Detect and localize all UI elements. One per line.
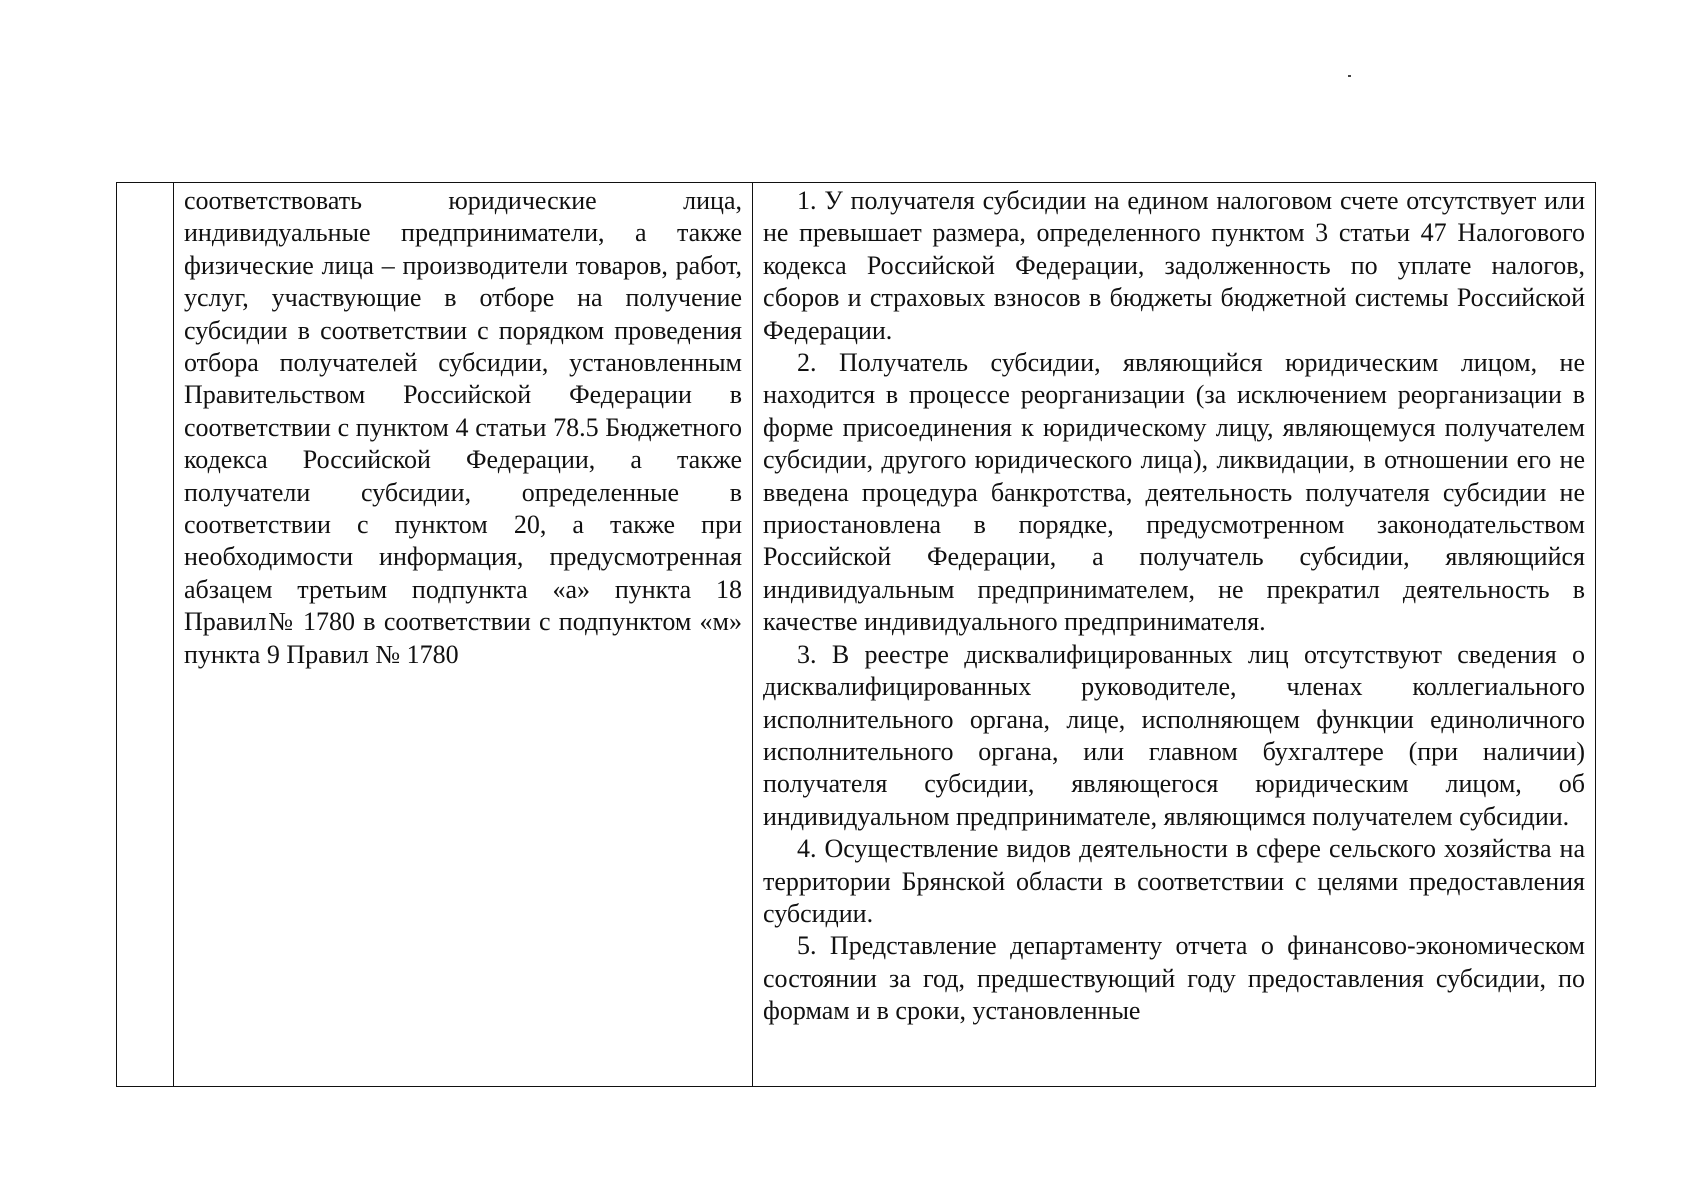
condition-2: 2. Получатель субсидии, являющийся юридическим лицом, не находится в процессе реорганизации (за исключением реорганизации в форме присоединения к юридическому лицу, являющемуся получателем субсидии, другого юридического лица), ликвидации, в отношении его не введена процедура банкротства, деятельность получателя субсидии не приостановлена в порядке, предусмотренном законодательством Российской Федерации, а получатель субсидии, являющийся индивидуальным предпринимателем, не прекратил деятельность в качестве индивидуального предпринимателя. (763, 348, 1585, 637)
condition-3: 3. В реестре дисквалифицированных лиц отсутствуют сведения о дисквалифицированных руководителе, членах коллегиального исполнительного органа, лице, исполняющем функции единоличного исполнительного органа, или главном бухгалтере (при наличии) получателя субсидии, являющегося юридическим лицом, об индивидуальном предпринимателе, являющимся получателем субсидии. (763, 639, 1585, 831)
requirement-conditions-cell (753, 183, 1595, 1086)
scan-speck (1348, 75, 1351, 77)
requirement-description-cell (174, 183, 753, 1086)
requirement-description: соответствовать юридические лица, индивидуальные предприниматели, а также физические лица – производители товаров, работ, услуг, участвующие в отборе на получение субсидии в соответствии с порядком проведения отбора получателей субсидии, установленным Правительством Российской Федерации в соответствии с пунктом 4 статьи 78.5 Бюджетного кодекса Российской Федерации, а также получатели субсидии, определенные в соответствии с пунктом 20, а также при необходимости информация, предусмотренная абзацем третьим подпункта «а» пункта 18 Правил№ 1780 в соответствии с подпунктом «м» пункта 9 Правил № 1780 (184, 186, 742, 669)
condition-5: 5. Представление департаменту отчета о финансово-экономическом состоянии за год, предшествующий году предоставления субсидии, по формам и в сроки, установленные (763, 931, 1585, 1026)
requirements-table (116, 182, 1596, 1087)
row-number-cell (117, 183, 174, 1086)
condition-4: 4. Осуществление видов деятельности в сфере сельского хозяйства на территории Брянской области в соответствии с целями предоставления субсидии. (763, 834, 1585, 928)
condition-1: 1. У получателя субсидии на едином налоговом счете отсутствует или не превышает размера, определенного пунктом 3 статьи 47 Налогового кодекса Российской Федерации, задолженность по уплате налогов, сборов и страховых взносов в бюджеты бюджетной системы Российской Федерации. (763, 186, 1585, 345)
